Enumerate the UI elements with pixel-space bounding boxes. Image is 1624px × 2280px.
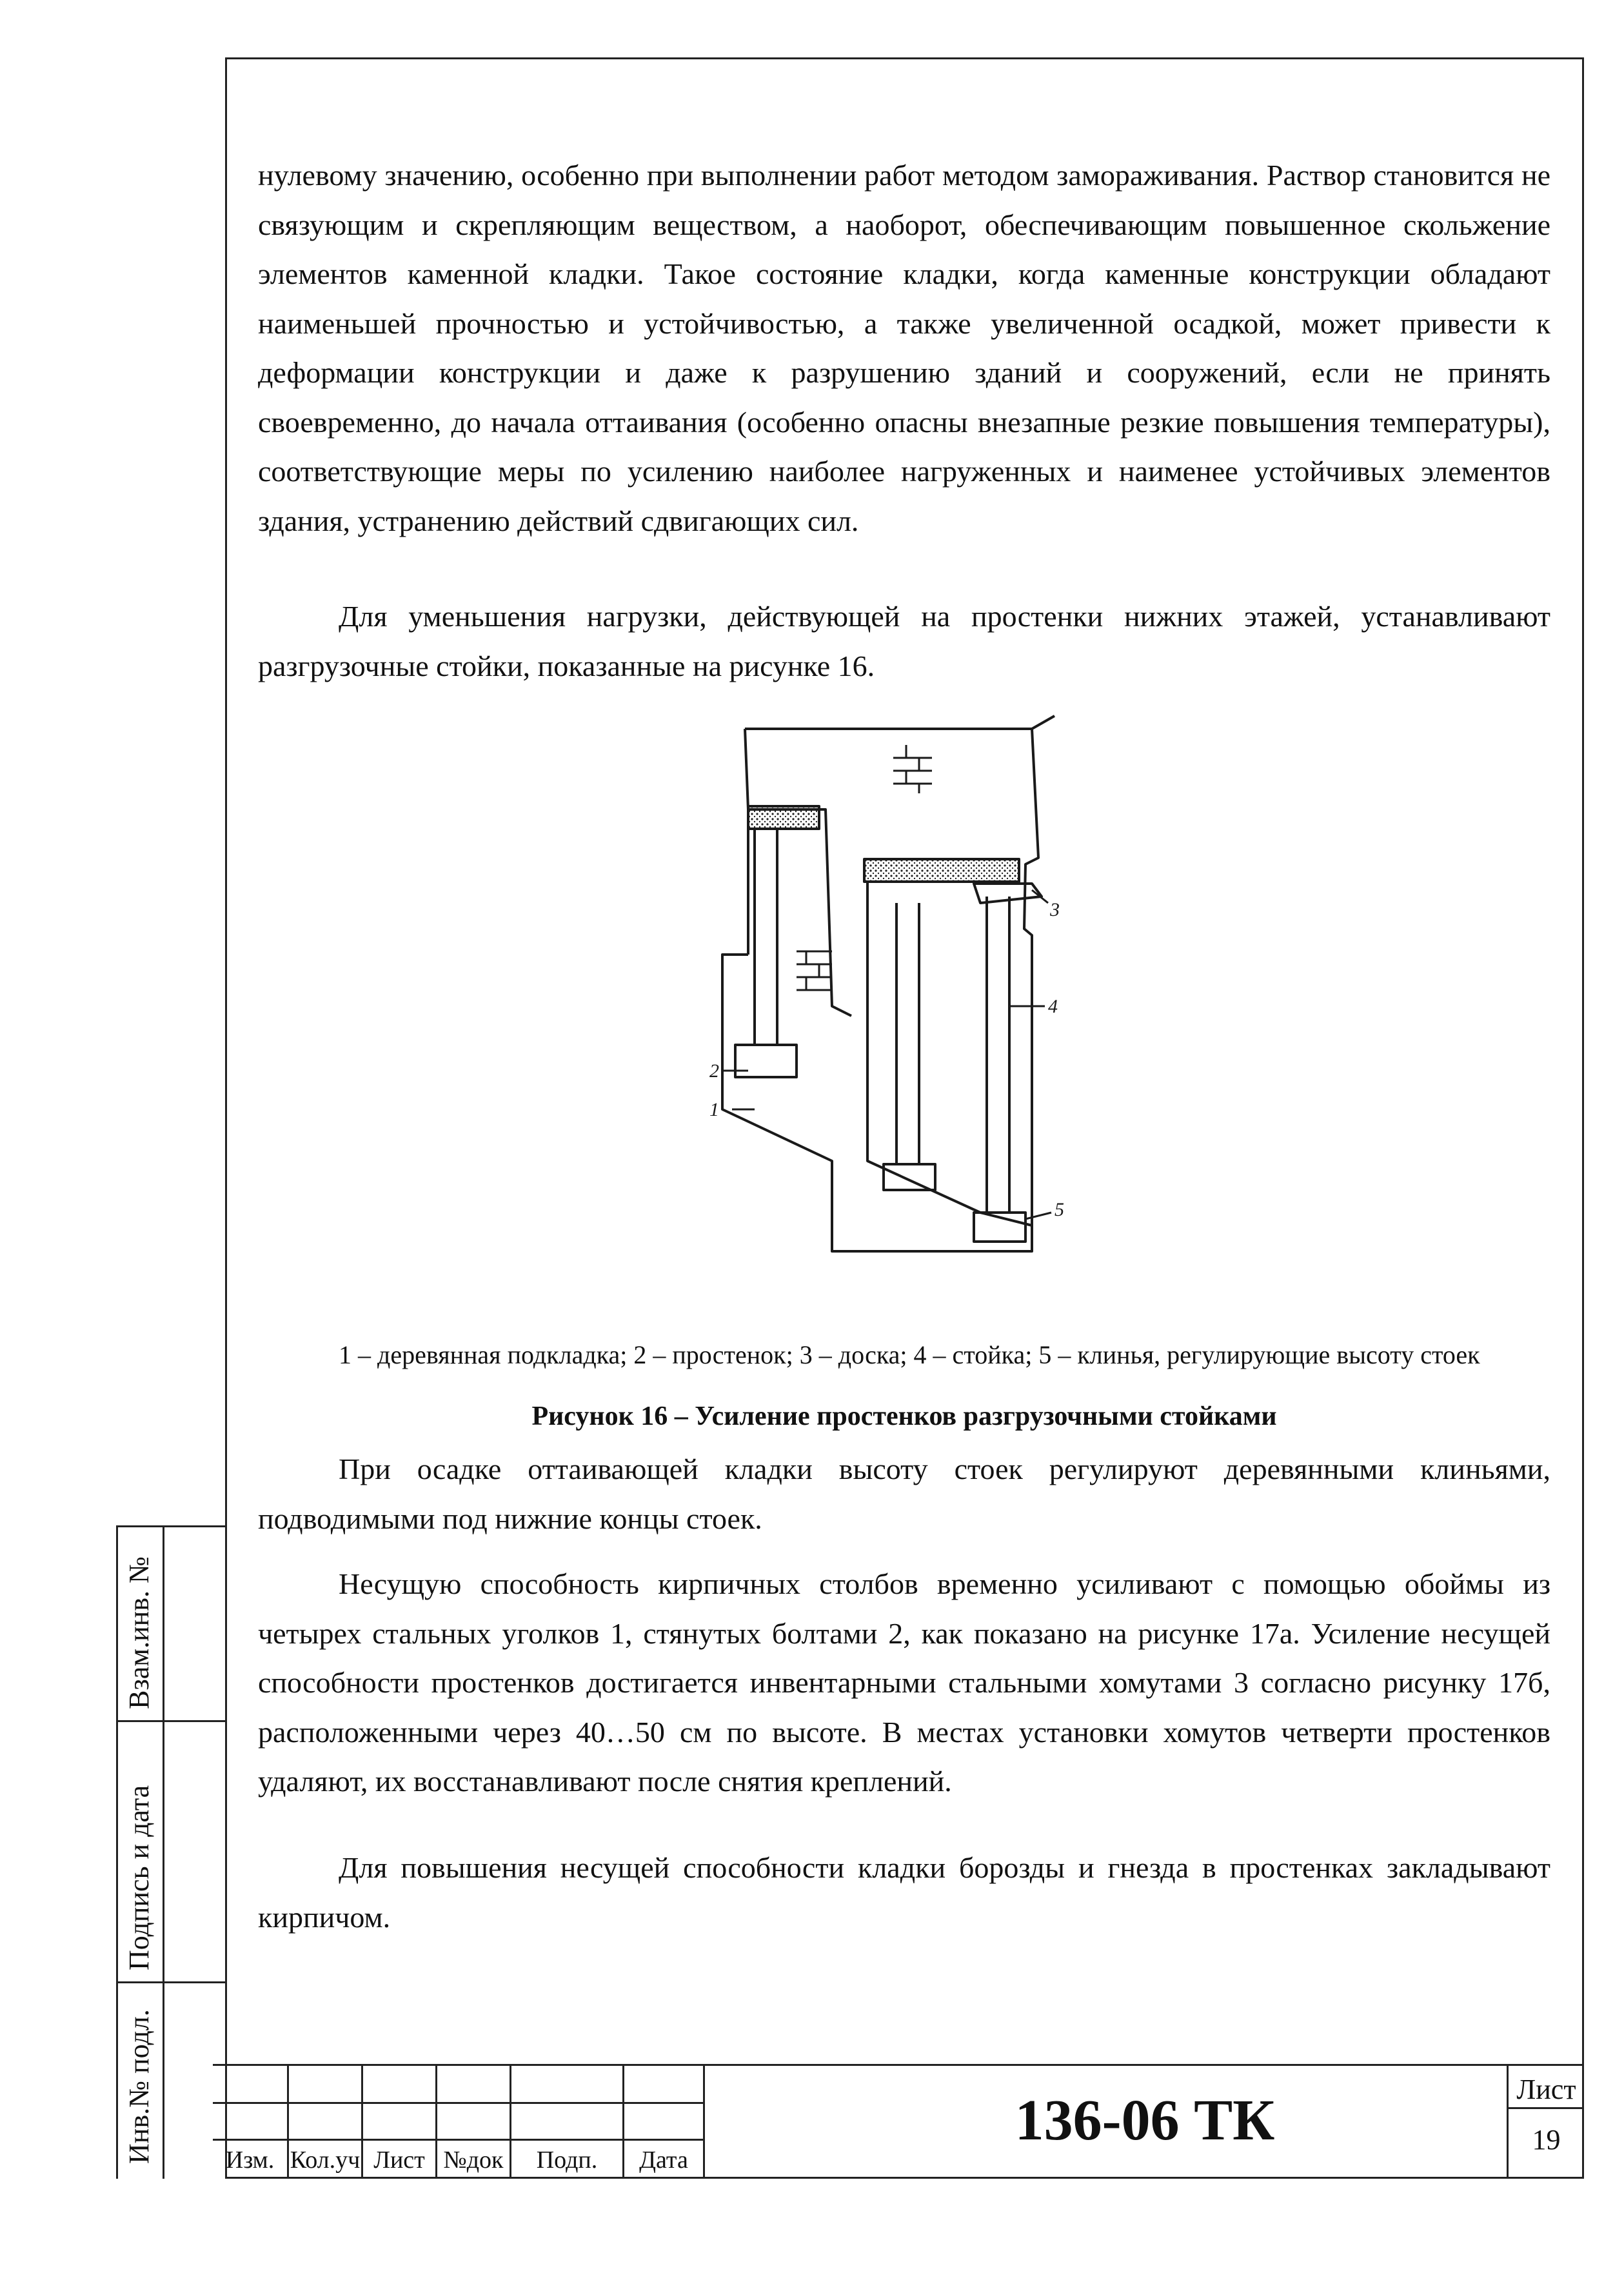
paragraph-4: Несущую способность кирпичных столбов временно усиливают с помощью обоймы из четырех стальных уголков 1, стянутых болтами 2, как показано на рисунке 17а. Усиление несущей способности простенков достигается инвентарными стальными хомутами 3 согласно рисунку 17б, расположенными через 40…50 см по высоте. В местах установки хомутов четверти простенков удаляют, их восстанавливают после снятия креплений. xyxy=(258,1567,1550,1798)
sheet-label: Лист xyxy=(1516,2074,1576,2105)
title-block-row2 xyxy=(213,2139,703,2141)
title-block-top xyxy=(213,2064,1584,2066)
header-kol-uch: Кол.уч xyxy=(290,2146,361,2174)
header-podp: Подп. xyxy=(536,2146,598,2174)
side-stamp-divider xyxy=(163,1525,164,2179)
sheet-label-line xyxy=(1507,2107,1584,2109)
paragraph-5: Для повышения несущей способности кладки борозды и гнезда в простенках закладывают кирпичом. xyxy=(258,1851,1550,1934)
figure-legend: 1 – деревянная подкладка; 2 – простенок; 3 – доска; 4 – стойка; 5 – клинья, регулирующие высоту стоек xyxy=(339,1340,1480,1369)
figure-title: Рисунок 16 – Усиление простенков разгрузочными стойками xyxy=(531,1402,1277,1431)
podpis-data-label: Подпись и дата xyxy=(123,1785,155,1970)
inv-podl-label: Инв.№ подл. xyxy=(123,2009,155,2164)
sheet-number: 19 xyxy=(1532,2124,1561,2156)
paragraph-3: При осадке оттаивающей кладки высоту стоек регулируют деревянными клиньями, подводимыми под нижние концы стоек. xyxy=(258,1452,1550,1535)
callout-1: 1 xyxy=(709,1099,719,1120)
header-izm: Изм. xyxy=(225,2146,275,2174)
callout-3: 3 xyxy=(1050,899,1060,920)
header-data: Дата xyxy=(639,2146,688,2174)
vzam-inv-label: Взам.инв. № xyxy=(123,1556,155,1709)
title-block-row1 xyxy=(213,2102,703,2104)
side-stamp-row2 xyxy=(116,1981,225,1983)
paragraph-1: нулевому значению, особенно при выполнении работ методом замораживания. Раствор становится не связующим и скрепляющим веществом, а наоборот, обеспечивающим повышенное скольжение элементов каменной кладки. Такое состояние кладки, когда каменные конструкции обладают наименьшей прочностью и устойчивостью, а также увеличенной осадкой, может привести к деформации конструкции и даже к разрушению зданий и сооружений, если не принять своевременно, до начала оттаивания (особенно опасны внезапные резкие повышения температуры), соответствующие меры по усилению наиболее нагруженных и наименее устойчивых элементов здания, устранению действий сдвигающих сил. xyxy=(258,159,1550,537)
side-stamp-row1 xyxy=(116,1720,225,1722)
header-list: Лист xyxy=(373,2146,425,2174)
side-stamp-top xyxy=(116,1525,225,1527)
callout-2: 2 xyxy=(709,1060,719,1082)
document-code: 136-06 ТК xyxy=(1015,2088,1275,2152)
paragraph-2: Для уменьшения нагрузки, действующей на простенки нижних этажей, устанавливают разгрузочные стойки, показанные на рисунке 16. xyxy=(258,600,1550,682)
callout-4: 4 xyxy=(1048,996,1058,1017)
side-stamp-border xyxy=(116,1525,118,2179)
figure-16-illustration xyxy=(709,709,1071,1303)
title-block-col6 xyxy=(703,2064,705,2179)
callout-5: 5 xyxy=(1055,1199,1064,1220)
header-n-dok: №док xyxy=(443,2146,504,2174)
